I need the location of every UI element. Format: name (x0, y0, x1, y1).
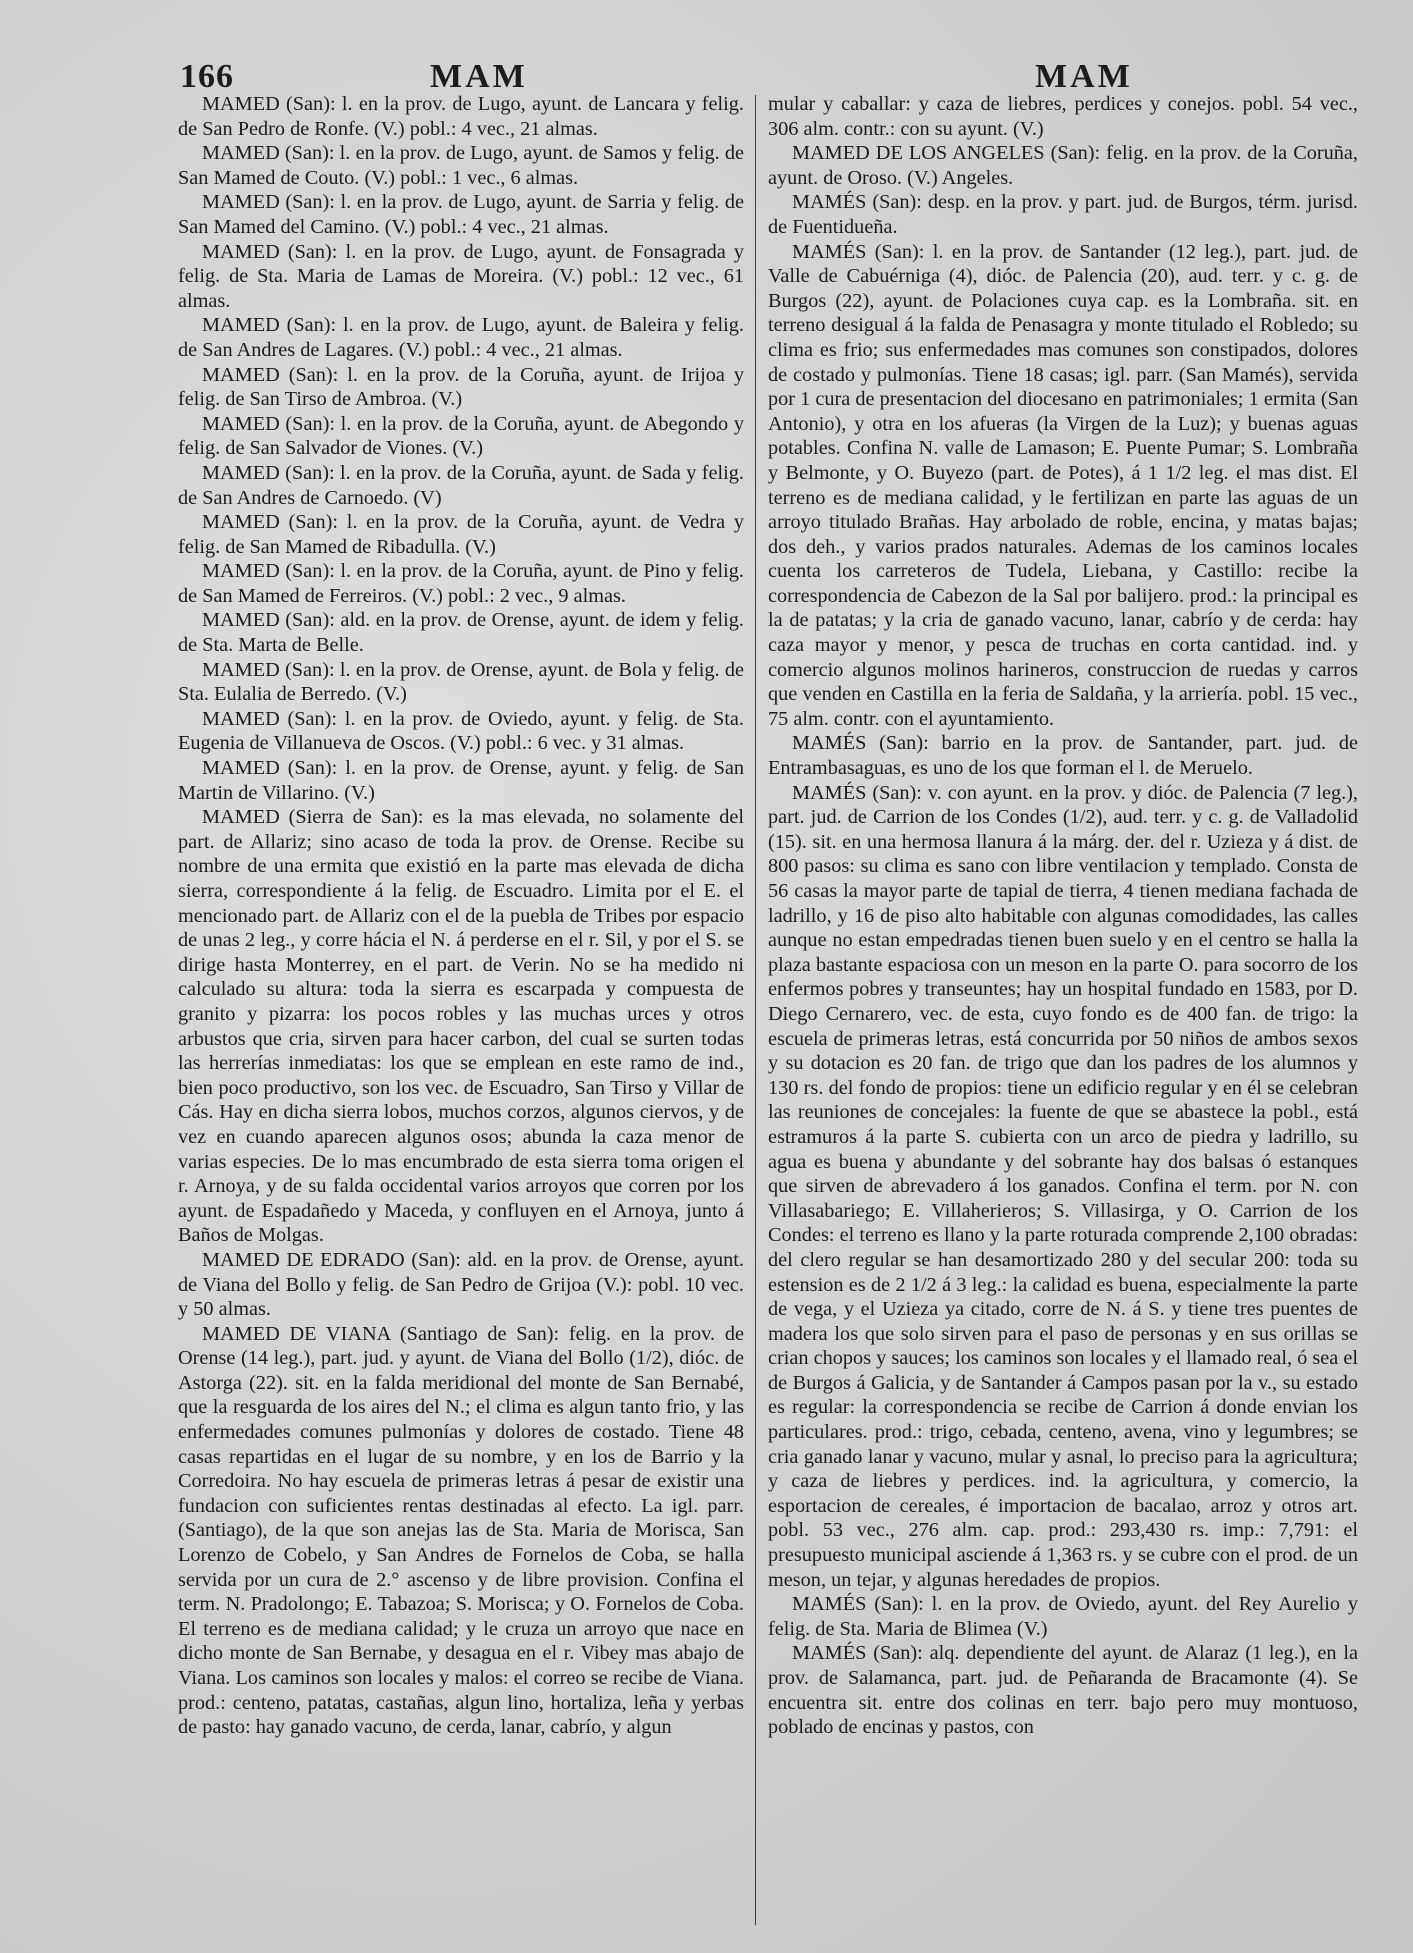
entry: MAMED DE EDRADO (San): ald. en la prov. de Orense, ayunt. de Viana del Bollo y felig. de San Pedro de Grijoa (V.): pobl. 10 vec. y 50 almas. (178, 1248, 744, 1321)
entry: MAMÉS (San): alq. dependiente del ayunt. de Alaraz (1 leg.), en la prov. de Salamanca, part. jud. de Peñaranda de Bracamonte (4). Se encuentra sit. entre dos colinas en terr. bajo pero muy montuoso, poblado de encinas y pastos, con (768, 1642, 1358, 1739)
entry: MAMED (San): l. en la prov. de Lugo, ayunt. de Lancara y felig. de San Pedro de Ronfe. (V.) pobl.: 4 vec., 21 almas. (178, 93, 744, 140)
entry-continuation: mular y caballar: y caza de liebres, perdices y conejos. pobl. 54 vec., 306 alm. contr.: con su ayunt. (V.) (768, 93, 1358, 140)
page-number: 166 (180, 58, 234, 95)
column-rule (755, 95, 756, 1925)
entry: MAMÉS (San): v. con ayunt. en la prov. y dióc. de Palencia (7 leg.), part. jud. de Carrion de los Condes (1/2), aud. terr. y c. g. de Valladolid (15). sit. en una hermosa llanura á la márg. der. del r. Uzieza y á dist. de 800 pasos: su clima es sano con libre ventilacion y templado. Consta de 56 casas la mayor parte de tapial de tierra, 4 tienen mediana fachada de ladrillo, y 16 de piso alto habitable con algunas comodidades, las calles aunque no estan empedradas tienen buen suelo y en el centro se halla la plaza bastante espaciosa con un meson en la parte O. para socorro de los enfermos pobres y transeuntes; hay un hospital fundado en 1583, por D. Diego Cernarero, vec. de esta, cuyo fondo es de 400 fan. de trigo: la escuela de primeras letras, está concurrida por 50 niños de ambos sexos y su dotacion es 20 fan. de trigo que dan los padres de los alumnos y 130 rs. del fondo de propios: tiene un edificio regular y en él se celebran las reuniones de concejales: la fuente de que se abastece la pobl., está estramuros á la parte S. cubierta con un arco de piedra y ladrillo, su agua es buena y abundante y del sobrante hay dos balsas ó estanques que sirven de abrevadero á los ganados. Confina el term. por N. con Villasabariego; E. Villaherieros; S. Villasirga, y O. Carrion de los Condes: el terreno es llano y la parte roturada comprende 2,100 obradas: del clero regular se han desamortizado 280 y del secular 200: toda su estension es de 2 1/2 á 3 leg.: la calidad es buena, especialmente la parte de vega, y el Uzieza ya citado, corre de N. á S. y tiene tres puentes de madera los que solo sirven para el paso de personas y en sus orillas se crian chopos y sauces; los caminos son locales y el llamado real, ó sea el de Burgos á Galicia, y de Santander á Campos pasan por la v., su estado es regular: la correspondencia se recibe de Carrion á donde envian los particulares. prod.: trigo, cebada, centeno, avena, vino y legumbres; se cria ganado lanar y vacuno, mular y asnal, lo preciso para la agricultura; y caza de liebres y perdices. ind. la agricultura, y comercio, la esportacion de cereales, é importacion de bacalao, arroz y otros art. pobl. 53 vec., 276 alm. cap. prod.: 293,430 rs. imp.: 7,791: el presupuesto municipal asciende á 1,363 rs. y se cubre con el prod. de un meson, un tejar, y algunas heredades de propios. (768, 781, 1358, 1591)
right-column (768, 92, 1358, 1740)
entry: MAMED (San): l. en la prov. de la Coruña, ayunt. de Vedra y felig. de San Mamed de Ribadulla. (V.) (178, 511, 744, 558)
entry: MAMÉS (San): barrio en la prov. de Santander, part. jud. de Entrambasaguas, es uno de los que forman el l. de Meruelo. (768, 732, 1358, 780)
entry: MAMED (San): l. en la prov. de Lugo, ayunt. de Samos y felig. de San Mamed de Couto. (V.) pobl.: 1 vec., 6 almas. (178, 142, 744, 189)
entry: MAMED (San): ald. en la prov. de Orense, ayunt. de idem y felig. de Sta. Marta de Belle. (178, 609, 744, 657)
running-head-right: MAM (1035, 58, 1133, 95)
entry: MAMED (San): l. en la prov. de Lugo, ayunt. de Fonsagrada y felig. de Sta. Maria de Lamas de Moreira. (V.) pobl.: 12 vec., 61 almas. (178, 240, 744, 312)
entry: MAMED DE VIANA (Santiago de San): felig. en la prov. de Orense (14 leg.), part. jud. y ayunt. de Viana del Bollo (1/2), dióc. de Astorga (22). sit. en la falda meridional del monte de San Bernabé, que la resguarda de los aires del N.; el clima es algun tanto frio, y las enfermedades comunes pulmonías y dolores de costado. Tiene 48 casas repartidas en el lugar de su nombre, y en los de Barrio y la Corredoira. No hay escuela de primeras letras á pesar de existir una fundacion con suficientes rentas destinadas al efecto. La igl. parr. (Santiago), de la que son anejas las de Sta. Maria de Morisca, San Lorenzo de Cobelo, y San Andres de Fornelos de Coba, se halla servida por un cura de 2.° ascenso y de libre provision. Confina el term. N. Pradolongo; E. Tabazoa; S. Morisca; y O. Fornelos de Coba. El terreno es de mediana calidad; y le cruza un arroyo que nace en dicho monte de San Bernabe, y desagua en el r. Vibey mas abajo de Viana. Los caminos son locales y malos: el correo se recibe de Viana. prod.: centeno, patatas, castañas, algun lino, hortaliza, leña y yerbas de pasto: hay ganado vacuno, de cerda, lanar, cabrío, y algun (178, 1322, 744, 1739)
entry: MAMÉS (San): l. en la prov. de Oviedo, ayunt. del Rey Aurelio y felig. de Sta. Maria de Blimea (V.) (768, 1593, 1358, 1640)
entry: MAMED (Sierra de San): es la mas elevada, no solamente del part. de Allariz; sino acaso de toda la prov. de Orense. Recibe su nombre de una ermita que existió en la parte mas elevada de dicha sierra, correspondiente á la felig. de Escuadro. Limita por el E. el mencionado part. de Allariz con el de la puebla de Tribes por espacio de unas 2 leg., y corre hácia el N. á perderse en el r. Sil, y por el S. se dirige hasta Monterrey, en el part. de Verin. No se ha medido ni calculado su altura: toda la sierra es escarpada y compuesta de granito y pizarra: los pocos robles y las muchas urces y otros arbustos que cria, sirven para hacer carbon, del cual se surten todas las herrerías inmediatas: los que se emplean en este ramo de ind., bien poco productivo, son los vec. de Escuadro, San Tirso y Villar de Cás. Hay en dicha sierra lobos, muchos corzos, algunos ciervos, y de vez en cuando aparecen algunos osos; abunda la caza menor de varias especies. De lo mas encumbrado de esta sierra toma origen el r. Arnoya, y de su falda occidental varios arroyos que corren por los ayunt. de Espadañedo y Maceda, y confluyen en el Arnoya, junto á Baños de Molgas. (178, 806, 744, 1247)
entry: MAMED DE LOS ANGELES (San): felig. en la prov. de la Coruña, ayunt. de Oroso. (V.) Angeles. (768, 142, 1358, 189)
running-head-left: MAM (430, 58, 528, 95)
entry: MAMED (San): l. en la prov. de la Coruña, ayunt. de Sada y felig. de San Andres de Carnoedo. (V) (178, 461, 744, 509)
entry: MAMED (San): l. en la prov. de Lugo, ayunt. de Baleira y felig. de San Andres de Lagares. (V.) pobl.: 4 vec., 21 almas. (178, 314, 744, 361)
entry: MAMED (San): l. en la prov. de la Coruña, ayunt. de Pino y felig. de San Mamed de Ferreiros. (V.) pobl.: 2 vec., 9 almas. (178, 560, 744, 607)
entry: MAMED (San): l. en la prov. de la Coruña, ayunt. de Irijoa y felig. de San Tirso de Ambroa. (V.) (178, 363, 744, 411)
left-column (178, 92, 744, 1740)
entry: MAMED (San): l. en la prov. de Orense, ayunt. de Bola y felig. de Sta. Eulalia de Berredo. (V.) (178, 658, 744, 706)
entry: MAMED (San): l. en la prov. de la Coruña, ayunt. de Abegondo y felig. de San Salvador de Viones. (V.) (178, 412, 744, 460)
entry: MAMÉS (San): l. en la prov. de Santander (12 leg.), part. jud. de Valle de Cabuérniga (4), dióc. de Palencia (20), aud. terr. y c. g. de Burgos (22), ayunt. de Polaciones cuya cap. es la Lombraña. sit. en terreno desigual á la falda de Penasagra y monte titulado el Robledo; su clima es frio; sus enfermedades mas comunes son constipados, dolores de costado y pulmonías. Tiene 18 casas; igl. parr. (San Mamés), servida por 1 cura de presentacion del diocesano en patrimoniales; 1 ermita (San Antonio), y otra en los afueras (la Virgen de la Luz); y buenas aguas potables. Confina N. valle de Lamason; E. Puente Pumar; S. Lombraña y Belmonte, y O. Buyezo (part. de Potes), á 1 1/2 leg. el mas dist. El terreno es de mediana calidad, y le fertilizan en parte las aguas de un arroyo titulado Brañas. Hay arbolado de roble, encina, y matas bajas; dos deh., y varios prados naturales. Ademas de los caminos locales cuenta los carreteros de Tudela, Liebana, y Castillo: recibe la correspondencia de Cabezon de la Sal por balijero. prod.: la principal es la de patatas; y la cria de ganado vacuno, lanar, cabrío y de cerda: hay caza mayor y menor, y pesca de truchas en corta cantidad. ind. y comercio algunos molinos harineros, construccion de ruedas y carros que venden en Castilla en la feria de Saldaña, y la arriería. pobl. 15 vec., 75 alm. contr. con el ayuntamiento. (768, 240, 1358, 730)
entry: MAMED (San): l. en la prov. de Oviedo, ayunt. y felig. de Sta. Eugenia de Villanueva de Oscos. (V.) pobl.: 6 vec. y 31 almas. (178, 707, 744, 755)
entry: MAMED (San): l. en la prov. de Orense, ayunt. y felig. de San Martin de Villarino. (V.) (178, 757, 744, 804)
entry: MAMED (San): l. en la prov. de Lugo, ayunt. de Sarria y felig. de San Mamed del Camino. (V.) pobl.: 4 vec., 21 almas. (178, 191, 744, 238)
entry: MAMÉS (San): desp. en la prov. y part. jud. de Burgos, térm. jurisd. de Fuentidueña. (768, 191, 1358, 238)
